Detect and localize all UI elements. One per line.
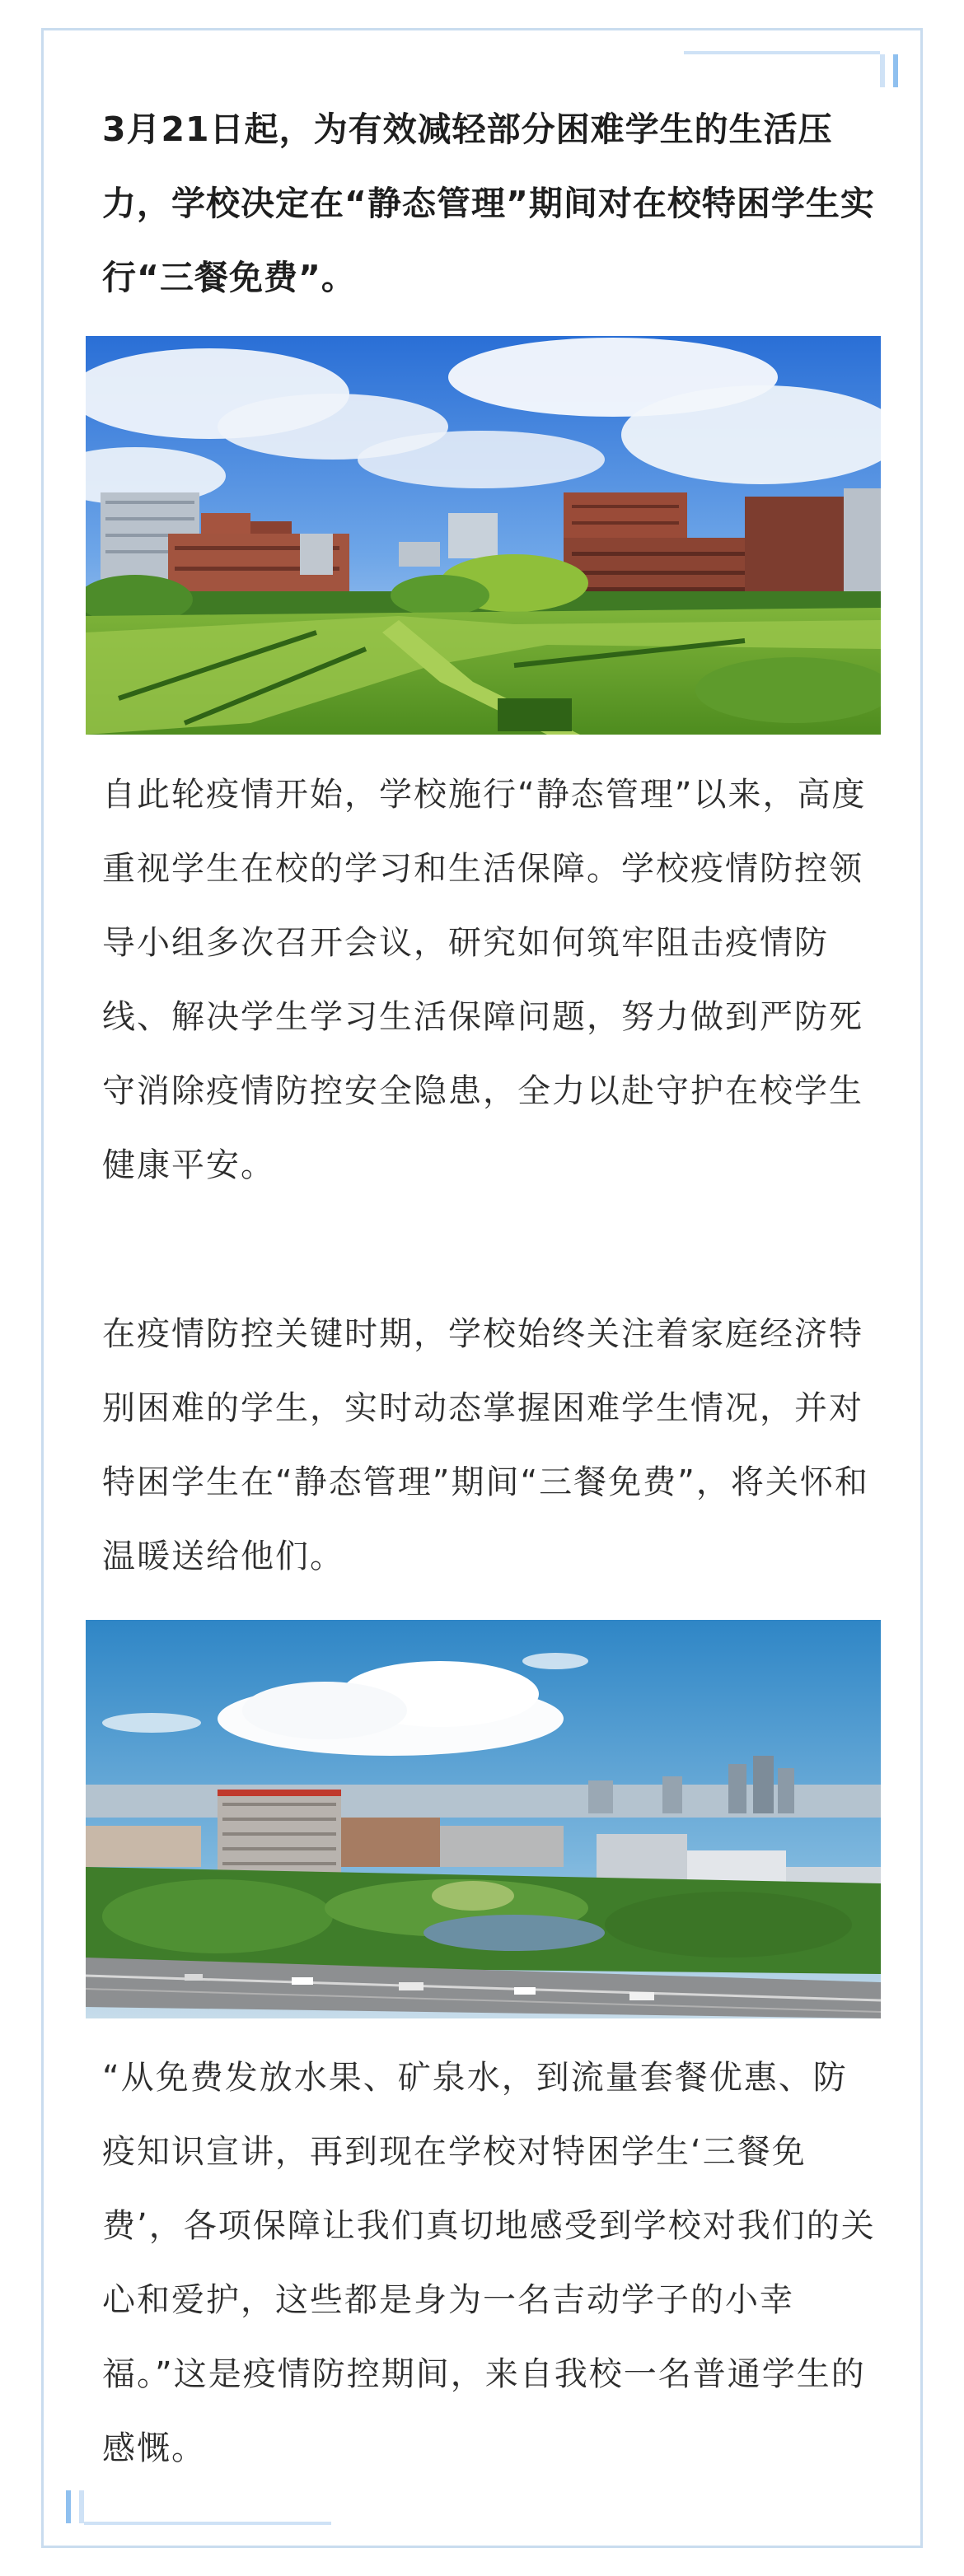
body-paragraph-1: 自此轮疫情开始，学校施行“静态管理”以来，高度重视学生在校的学习和生活保障。学校疫情防控领导小组多次召开会议，研究如何筑牢阻击疫情防线、解决学生学习生活保障问题，努力做到严防死守消除疫情防控安全隐患，全力以赴守护在校学生健康平安。 (102, 776, 867, 1184)
corner-decoration-bottom-bar (79, 2490, 84, 2523)
campus-aerial-photo (86, 1620, 881, 2018)
corner-decoration-top-bar (880, 54, 885, 87)
lead-paragraph: 3月21日起，为有效减轻部分困难学生的生活压力，学校决定在“静态管理”期间对在校特困学生实行“三餐免费”。 (102, 110, 875, 297)
body-paragraph-2: 在疫情防控关键时期，学校始终关注着家庭经济特别困难的学生，实时动态掌握困难学生情况，并对特困学生在“静态管理”期间“三餐免费”，将关怀和温暖送给他们。 (102, 1315, 869, 1575)
corner-decoration-top-bar-accent (893, 54, 898, 87)
corner-decoration-bottom-line (84, 2522, 331, 2525)
campus-lawn-photo (86, 336, 881, 735)
corner-decoration-bottom-bar-accent (66, 2490, 71, 2523)
body-paragraph-3: “从免费发放水果、矿泉水，到流量套餐优惠、防疫知识宣讲，再到现在学校对特困学生‘三餐免费’，各项保障让我们真切地感受到学校对我们的关心和爱护，这些都是身为一名吉动学子的小幸福。”这是疫情防控期间，来自我校一名普通学生的感慨。 (102, 2059, 876, 2467)
corner-decoration-top-line (684, 51, 880, 54)
